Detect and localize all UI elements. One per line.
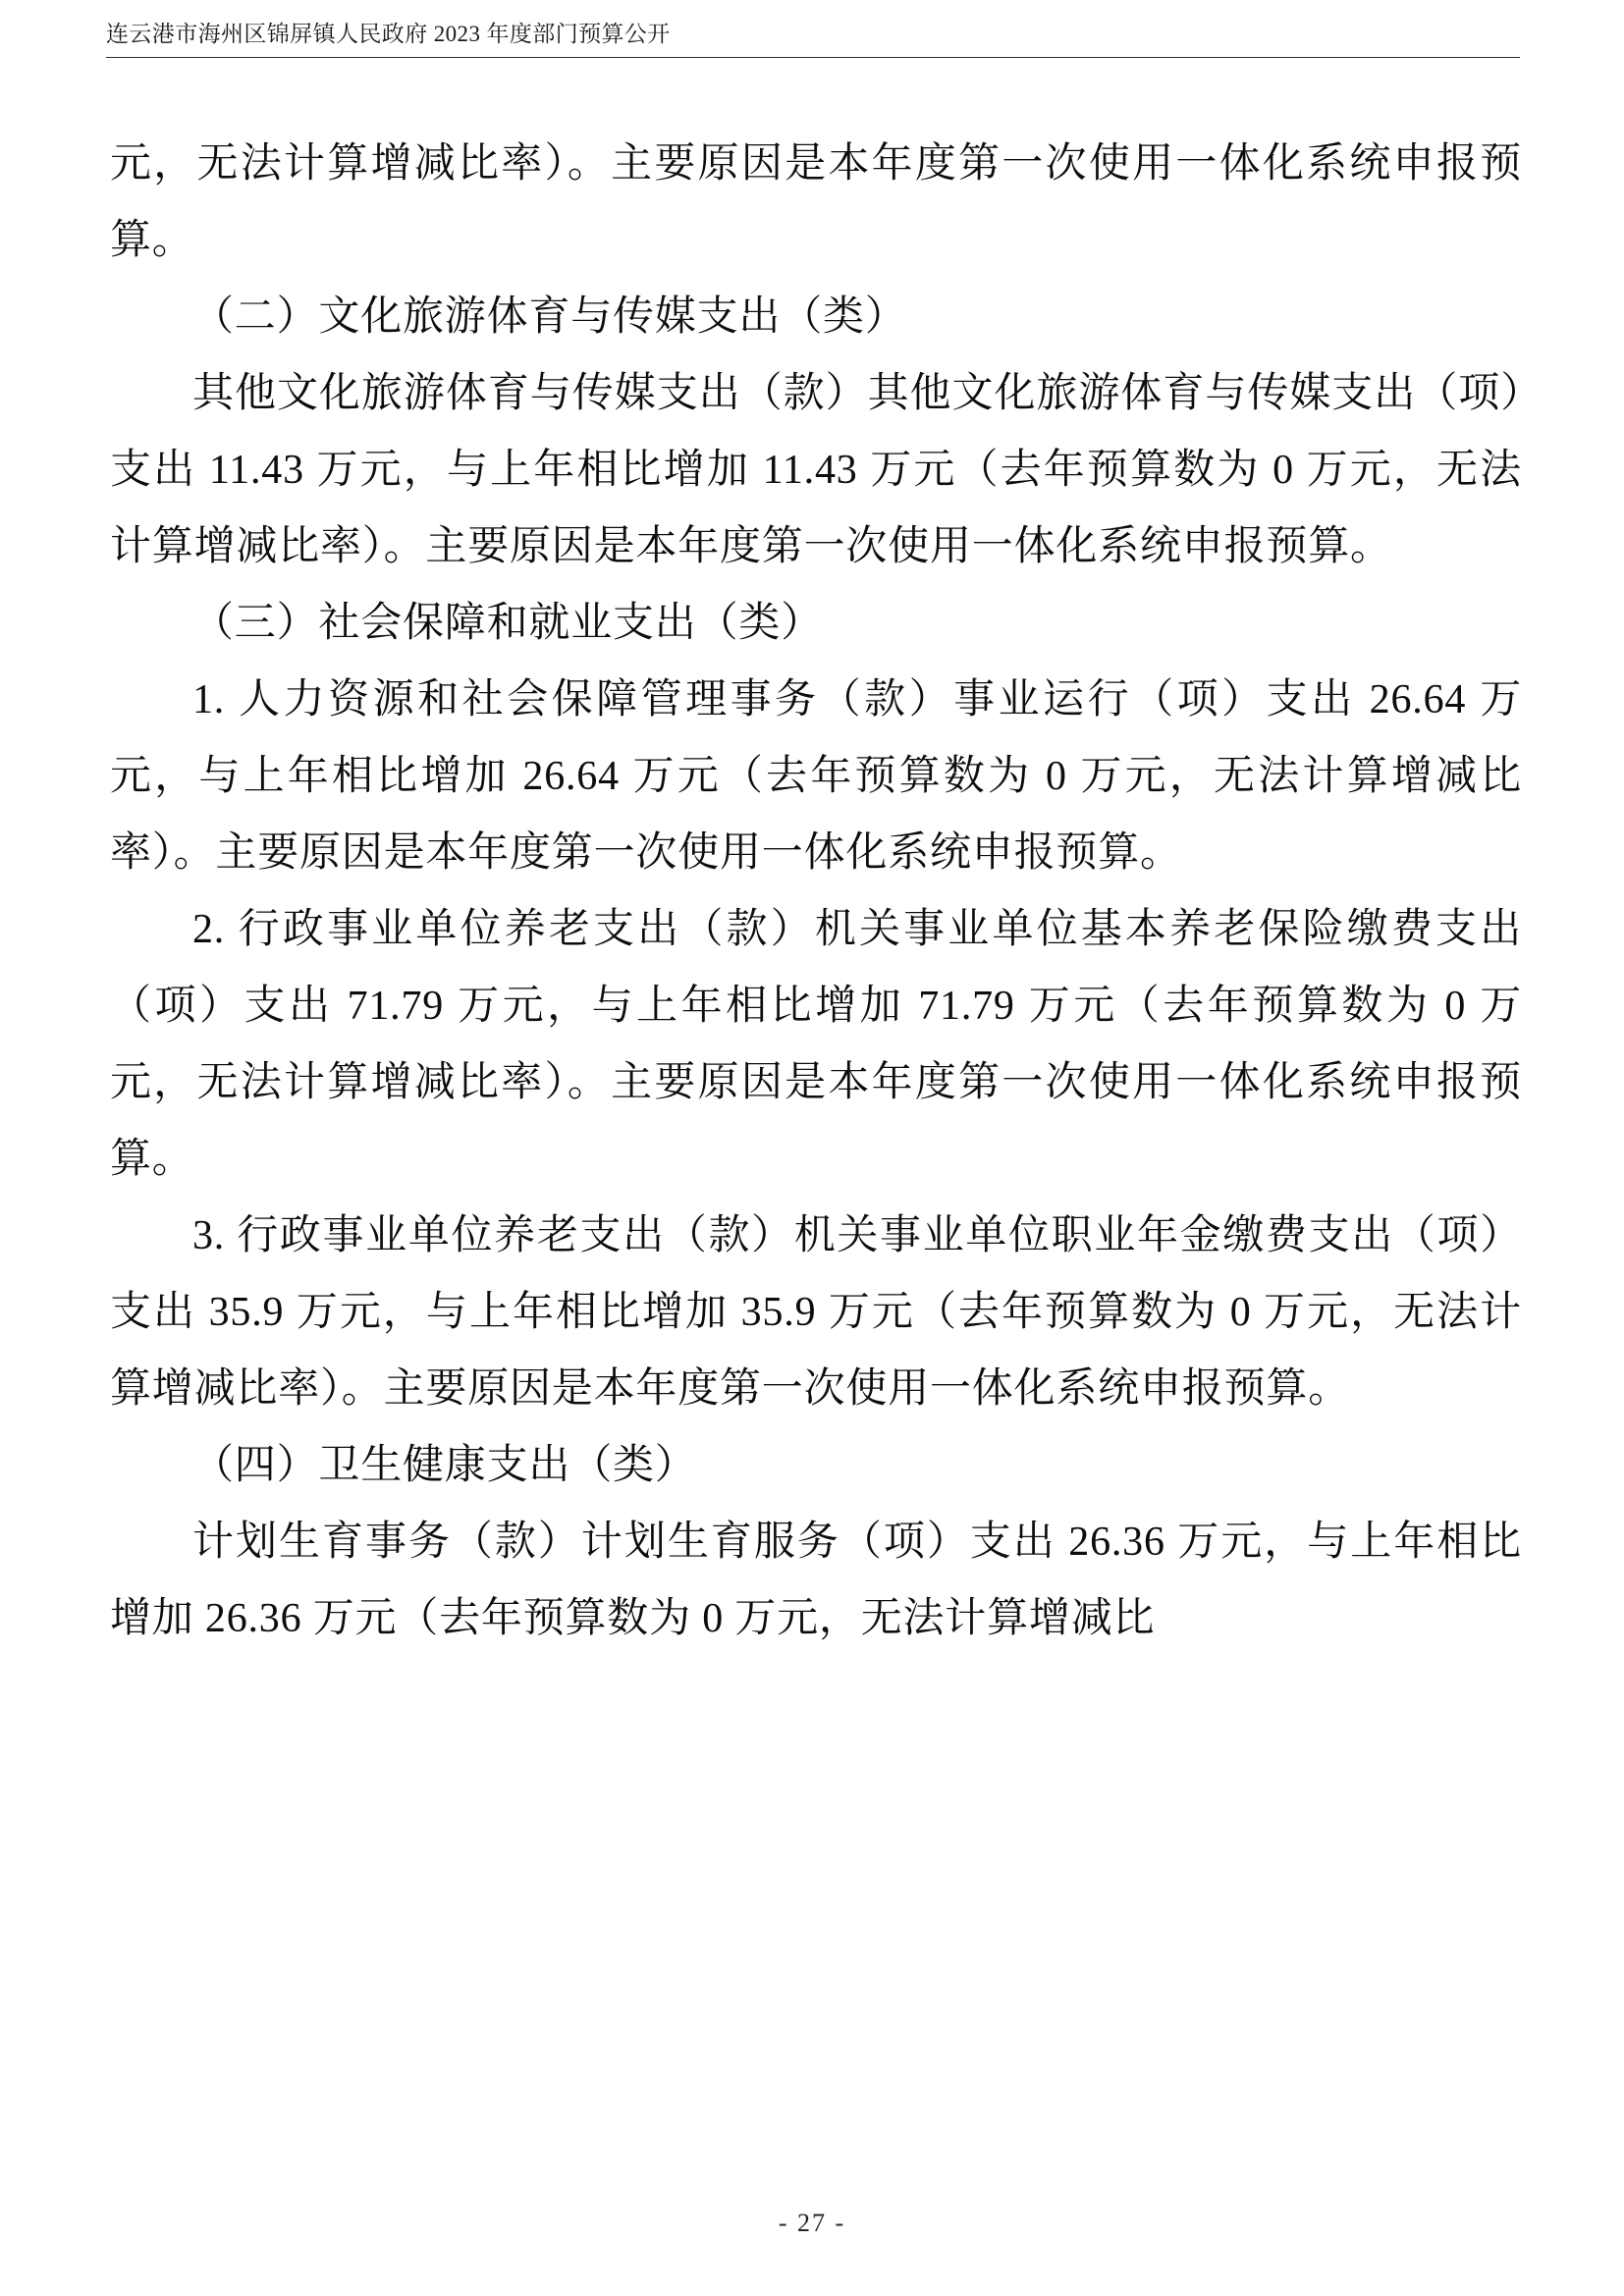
header-divider <box>106 57 1520 58</box>
paragraph-culture-tourism: 其他文化旅游体育与传媒支出（款）其他文化旅游体育与传媒支出（项）支出 11.43 万元，与上年相比增加 11.43 万元（去年预算数为 0 万元，无法计算增减比率）。主要原因是本年度第一次使用一体化系统申报预算。 <box>110 371 1522 569</box>
heading-section-3: （三）社会保障和就业支出（类） <box>192 601 824 646</box>
paragraph-family-planning: 计划生育事务（款）计划生育服务（项）支出 26.36 万元，与上年相比增加 26.36 万元（去年预算数为 0 万元，无法计算增减比 <box>110 1520 1522 1641</box>
page-header <box>106 18 1520 65</box>
heading-section-4: （四）卫生健康支出（类） <box>192 1443 697 1488</box>
page-number: - 27 - <box>778 2209 846 2237</box>
paragraph-hr-social-security: 1. 人力资源和社会保障管理事务（款）事业运行（项）支出 26.64 万元，与上年相比增加 26.64 万元（去年预算数为 0 万元，无法计算增减比率）。主要原因是本年度第一次使用一体化系统申报预算。 <box>110 677 1522 876</box>
paragraph-pension-annuity: 3. 行政事业单位养老支出（款）机关事业单位职业年金缴费支出（项）支出 35.9 万元，与上年相比增加 35.9 万元（去年预算数为 0 万元，无法计算增减比率）。主要原因是本年度第一次使用一体化系统申报预算。 <box>110 1213 1522 1412</box>
header-title: 连云港市海州区锦屏镇人民政府 2023 年度部门预算公开 <box>106 22 671 46</box>
paragraph-pension-basic: 2. 行政事业单位养老支出（款）机关事业单位基本养老保险缴费支出（项）支出 71.79 万元，与上年相比增加 71.79 万元（去年预算数为 0 万元，无法计算增减比率）。主要原因是本年度第一次使用一体化系统申报预算。 <box>110 907 1522 1182</box>
heading-section-2: （二）文化旅游体育与传媒支出（类） <box>192 294 907 340</box>
page-footer <box>0 2205 1624 2242</box>
document-body <box>110 126 1522 1657</box>
paragraph-continued-general: 元，无法计算增减比率）。主要原因是本年度第一次使用一体化系统申报预算。 <box>110 141 1522 263</box>
